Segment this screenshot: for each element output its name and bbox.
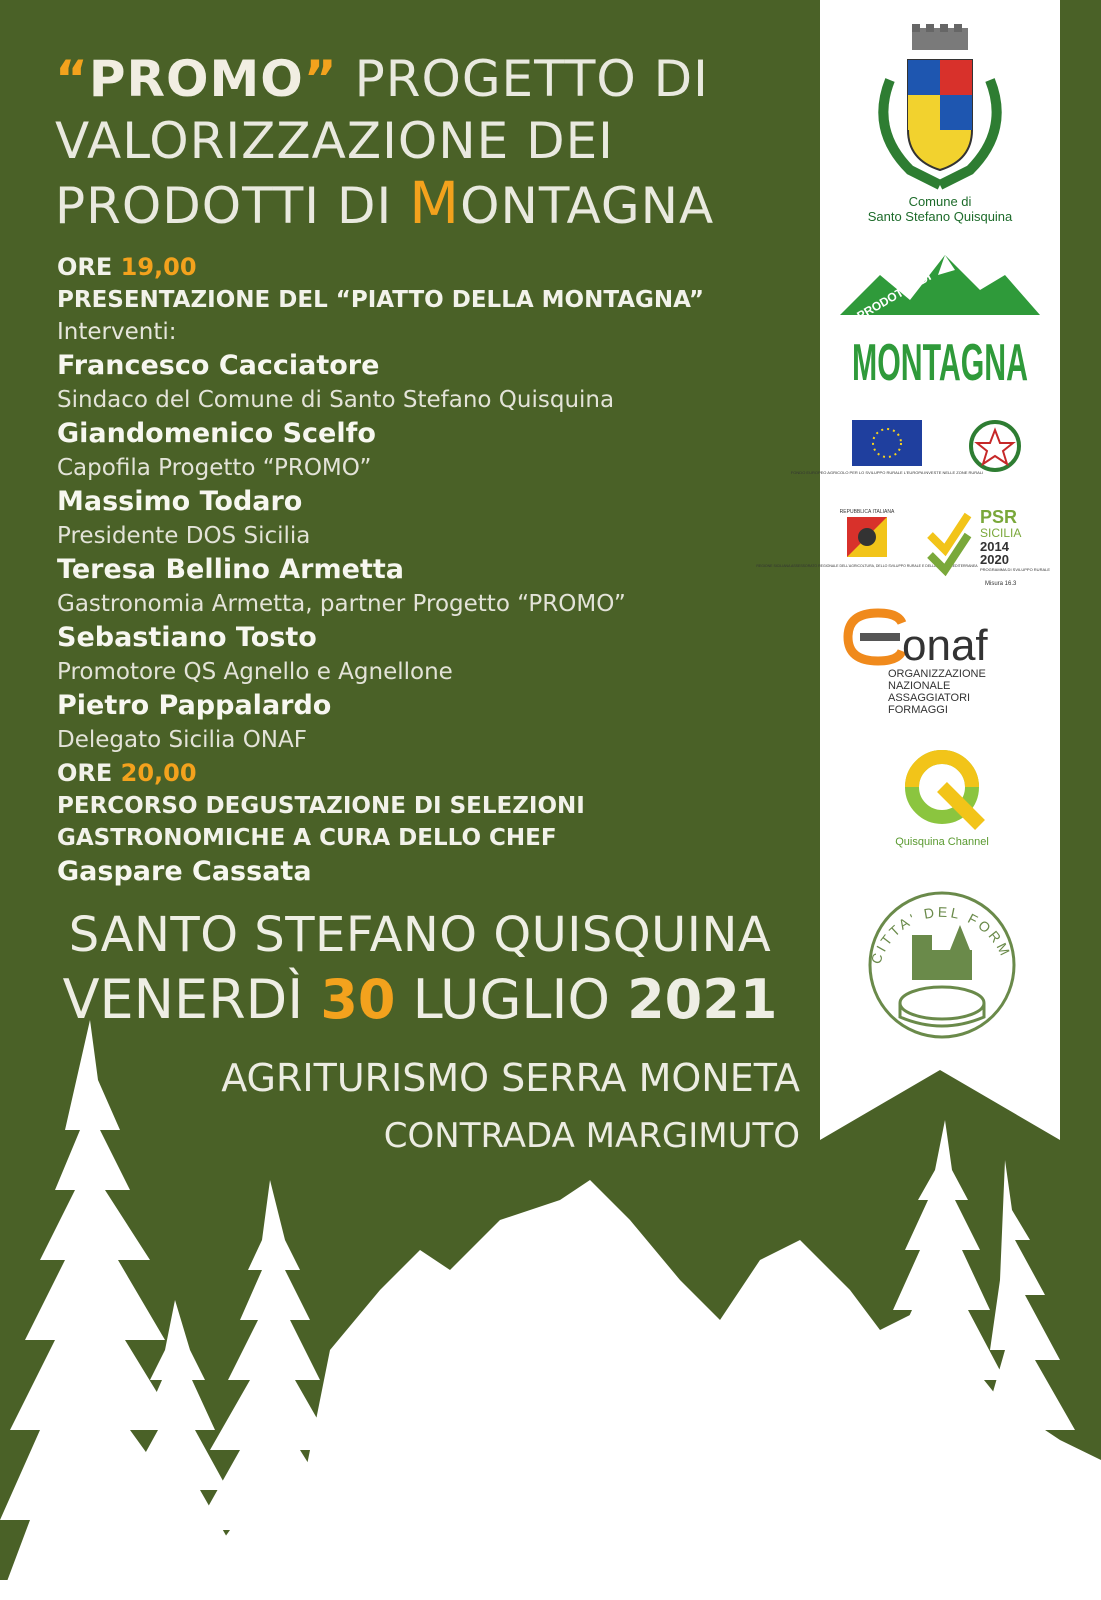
title-rest-1: PROGETTO DI bbox=[337, 50, 709, 108]
eu-caption: FONDO EUROPEO AGRICOLO PER LO SVILUPPO RURALE L'EUROPA INVESTE NELLE ZONE RURALI bbox=[790, 470, 984, 475]
date-weekday: VENERDÌ bbox=[62, 968, 321, 1031]
event-venue: AGRITURISMO SERRA MONETA bbox=[221, 1056, 800, 1100]
date-month: LUGLIO bbox=[395, 968, 628, 1031]
speaker-role: Promotore QS Agnello e Agnellone bbox=[57, 659, 453, 685]
speaker-role: Delegato Sicilia ONAF bbox=[57, 727, 307, 753]
date-day: 30 bbox=[320, 968, 396, 1031]
promo-word: PROMO bbox=[88, 50, 304, 108]
psr-years-2: 2020 bbox=[980, 552, 1009, 567]
program bbox=[57, 250, 817, 890]
time-1-hour: 19,00 bbox=[120, 253, 197, 281]
montagna-main-text: MONTAGNA bbox=[852, 334, 1028, 392]
psr-check-icon bbox=[930, 515, 968, 570]
chef-name: Gaspare Cassata bbox=[57, 856, 312, 887]
close-quote: ” bbox=[303, 50, 338, 108]
psr-title: PSR bbox=[980, 507, 1018, 527]
onaf-logo bbox=[820, 605, 1060, 720]
eu-italia-logos bbox=[790, 418, 1060, 488]
title-line-3-pre: PRODOTTI DI bbox=[55, 177, 410, 235]
title-m-letter: M bbox=[409, 169, 461, 237]
event-town: SANTO STEFANO QUISQUINA bbox=[68, 907, 772, 963]
time-2-hour: 20,00 bbox=[120, 759, 197, 787]
onaf-line-2: NAZIONALE bbox=[888, 680, 951, 692]
q-letter-icon bbox=[912, 757, 980, 825]
italian-emblem-icon bbox=[971, 422, 1019, 470]
time-1 bbox=[57, 250, 817, 284]
prodotto-montagna-logo bbox=[820, 245, 1060, 395]
event-area: CONTRADA MARGIMUTO bbox=[383, 1116, 800, 1156]
speaker-name: Massimo Todaro bbox=[57, 486, 303, 517]
citta-text: CITTA' DEL FORM bbox=[867, 903, 1015, 966]
montagna-top-text: PRODOTTO DI bbox=[854, 269, 934, 323]
title-line-1 bbox=[55, 48, 795, 110]
speaker-name: Sebastiano Tosto bbox=[57, 622, 317, 653]
comune-line-2: Santo Stefano Quisquina bbox=[867, 209, 1013, 224]
comune-line-1: Comune di bbox=[908, 194, 972, 209]
trinacria-icon bbox=[847, 517, 887, 557]
eu-flag-icon bbox=[852, 420, 922, 466]
title-line-2: VALORIZZAZIONE DEI bbox=[55, 112, 614, 170]
speaker-name: Francesco Cacciatore bbox=[57, 350, 380, 381]
castle-cheese-icon bbox=[900, 925, 984, 1026]
comune-logo bbox=[820, 20, 1060, 230]
speaker-role: Capofila Progetto “PROMO” bbox=[57, 455, 372, 481]
tasting-line-1: PERCORSO DEGUSTAZIONE DI SELEZIONI bbox=[57, 793, 585, 819]
poster-title bbox=[55, 48, 795, 237]
speaker-role: Gastronomia Armetta, partner Progetto “PROMO” bbox=[57, 591, 626, 617]
crest-icon bbox=[820, 20, 1060, 190]
title-line-3 bbox=[55, 169, 795, 237]
interventions-label: Interventi: bbox=[57, 319, 177, 345]
speaker-name: Teresa Bellino Armetta bbox=[57, 554, 404, 585]
speaker-role: Presidente DOS Sicilia bbox=[57, 523, 311, 549]
regione-caption: REGIONE SICILIANA ASSESSORATO REGIONALE DELL'AGRICOLTURA, DELLO SVILUPPO RURALE E DELLA PESCA MEDITERRANEA bbox=[756, 564, 978, 568]
time-2-label: ORE bbox=[57, 759, 121, 787]
presentation-heading: PRESENTAZIONE DEL “PIATTO DELLA MONTAGNA” bbox=[57, 287, 704, 313]
onaf-line-1: ORGANIZZAZIONE bbox=[888, 668, 986, 680]
psr-sub: PROGRAMMA DI SVILUPPO RURALE bbox=[980, 567, 1051, 572]
onaf-line-4: FORMAGGI bbox=[888, 704, 948, 716]
regione-psr-logos bbox=[756, 505, 1060, 600]
speaker-role: Sindaco del Comune di Santo Stefano Quisquina bbox=[57, 387, 615, 413]
psr-years-1: 2014 bbox=[980, 539, 1009, 554]
date-year: 2021 bbox=[627, 968, 778, 1031]
quisquina-channel-logo bbox=[820, 745, 1060, 855]
mountain-icon bbox=[820, 245, 1060, 395]
tasting-line-2: GASTRONOMICHE A CURA DELLO CHEF bbox=[57, 825, 557, 851]
onaf-o-icon bbox=[848, 613, 902, 661]
psr-region: SICILIA bbox=[980, 526, 1022, 540]
citta-formaggio-logo bbox=[820, 885, 1060, 1045]
time-2 bbox=[57, 756, 817, 790]
time-1-label: ORE bbox=[57, 253, 121, 281]
psr-misura: Misura 16.3 bbox=[985, 581, 1017, 587]
onaf-line-3: ASSAGGIATORI bbox=[888, 692, 971, 704]
speaker-name: Pietro Pappalardo bbox=[57, 690, 332, 721]
channel-name: Quisquina Channel bbox=[895, 836, 989, 848]
open-quote: “ bbox=[55, 50, 89, 108]
title-line-3-post: ONTAGNA bbox=[460, 177, 715, 235]
speaker-name: Giandomenico Scelfo bbox=[57, 418, 376, 449]
regione-top: REPUBBLICA ITALIANA bbox=[839, 509, 895, 515]
onaf-word: onaf bbox=[902, 621, 988, 670]
